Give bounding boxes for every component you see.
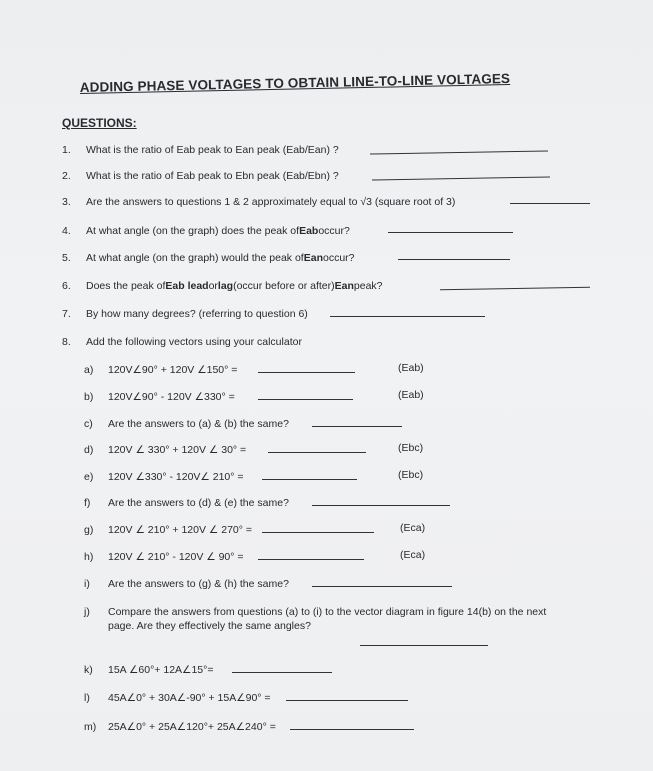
question-text: or: [208, 280, 218, 292]
question-text: What is the ratio of Eab peak to Ean peak (Eab/Ean) ?: [86, 144, 339, 156]
questions-heading: QUESTIONS:: [62, 116, 137, 130]
subquestion-text: Compare the answers from questions (a) to (i) to the vector diagram in figure 14(b) on the next: [108, 606, 547, 618]
subquestion-e: [84, 471, 244, 483]
question-text: At what angle (on the graph) does the peak of: [86, 225, 300, 237]
subquestion-k: [84, 664, 213, 676]
answer-blank[interactable]: [258, 399, 353, 400]
subquestion-b: [84, 391, 235, 403]
subquestion-label: c): [84, 418, 93, 430]
subquestion-text: 45A∠0° + 30A∠-90° + 15A∠90° =: [108, 692, 271, 704]
subquestion-text: 120V ∠ 210° + 120V ∠ 270° =: [108, 524, 252, 536]
answer-blank[interactable]: [262, 532, 374, 533]
subquestion-g: [84, 524, 252, 536]
answer-blank[interactable]: [510, 203, 590, 204]
subquestion-f: [84, 497, 289, 509]
question-number: 3.: [62, 196, 71, 208]
answer-blank[interactable]: [268, 452, 366, 453]
question-text: Add the following vectors using your calculator: [86, 336, 302, 348]
question-3: [62, 196, 455, 208]
question-1: [62, 144, 339, 156]
question-number: 2.: [62, 170, 71, 182]
subquestion-label: g): [84, 524, 94, 536]
question-number: 4.: [62, 225, 71, 237]
subquestion-text: 120V∠90° - 120V ∠330° =: [108, 391, 235, 403]
answer-blank[interactable]: [290, 729, 414, 730]
question-text: peak?: [353, 280, 383, 292]
subquestion-c: [84, 418, 289, 430]
subquestion-label: i): [84, 578, 90, 590]
answer-blank[interactable]: [258, 372, 355, 373]
question-number: 7.: [62, 308, 71, 320]
answer-blank[interactable]: [370, 150, 548, 154]
answer-blank[interactable]: [440, 287, 590, 291]
answer-blank[interactable]: [312, 586, 452, 587]
subquestion-m: [84, 721, 276, 733]
question-text-bold: Eab: [299, 225, 319, 237]
subquestion-text: 120V ∠ 330° + 120V ∠ 30° =: [108, 444, 247, 456]
answer-blank[interactable]: [262, 479, 357, 480]
subquestion-text: Are the answers to (d) & (e) the same?: [108, 497, 289, 509]
answer-blank[interactable]: [312, 505, 450, 506]
subquestion-label: k): [84, 664, 93, 676]
subquestion-text: 25A∠0° + 25A∠120°+ 25A∠240° =: [108, 721, 276, 733]
question-text: occur?: [323, 252, 355, 264]
subquestion-label: a): [84, 364, 94, 376]
result-tag: (Eca): [400, 522, 426, 534]
question-text: (occur before or after): [233, 280, 335, 292]
subquestion-label: f): [84, 497, 91, 509]
question-4: [62, 225, 350, 237]
answer-blank[interactable]: [232, 672, 332, 673]
subquestion-text: Are the answers to (g) & (h) the same?: [108, 578, 289, 590]
answer-blank[interactable]: [330, 316, 485, 317]
subquestion-label: j): [84, 606, 90, 618]
question-number: 6.: [62, 280, 71, 292]
subquestion-label: b): [84, 391, 94, 403]
question-2: [62, 170, 339, 182]
question-text: Does the peak of: [86, 280, 166, 292]
subquestion-label: d): [84, 444, 94, 456]
question-text: What is the ratio of Eab peak to Ebn peak (Eab/Ebn) ?: [86, 170, 339, 182]
answer-blank[interactable]: [258, 559, 364, 560]
subquestion-i: [84, 578, 289, 590]
subquestion-text: page. Are they effectively the same angles?: [108, 620, 311, 632]
question-text-bold: lag: [217, 280, 234, 292]
question-5: [62, 252, 355, 264]
subquestion-label: m): [84, 721, 97, 733]
answer-blank[interactable]: [312, 426, 402, 427]
answer-blank[interactable]: [360, 645, 488, 646]
subquestion-a: [84, 364, 237, 376]
subquestion-text: 15A ∠60°+ 12A∠15°=: [108, 664, 214, 676]
answer-blank[interactable]: [286, 700, 408, 701]
subquestion-text: 120V ∠330° - 120V∠ 210° =: [108, 471, 244, 483]
question-number: 5.: [62, 252, 71, 264]
question-8: [62, 336, 302, 348]
result-tag: (Eca): [400, 549, 426, 561]
result-tag: (Eab): [398, 362, 424, 374]
question-number: 1.: [62, 144, 71, 156]
question-text: occur?: [318, 225, 350, 237]
subquestion-j: [84, 606, 546, 618]
subquestion-l: [84, 692, 271, 704]
result-tag: (Ebc): [398, 469, 424, 481]
question-6: [62, 280, 383, 292]
subquestion-text: 120V ∠ 210° - 120V ∠ 90° =: [108, 551, 244, 563]
question-text-bold: Eab lead: [165, 280, 209, 292]
subquestion-h: [84, 551, 244, 563]
subquestion-d: [84, 444, 246, 456]
result-tag: (Ebc): [398, 442, 424, 454]
question-7: [62, 308, 308, 320]
question-number: 8.: [62, 336, 71, 348]
subquestion-j-continued: [108, 620, 311, 632]
subquestion-text: Are the answers to (a) & (b) the same?: [108, 418, 289, 430]
question-text: At what angle (on the graph) would the peak of: [86, 252, 304, 264]
question-text: Are the answers to questions 1 & 2 approximately equal to √3 (square root of 3): [86, 196, 456, 208]
answer-blank[interactable]: [398, 259, 510, 260]
question-text: By how many degrees? (referring to question 6): [86, 308, 308, 320]
answer-blank[interactable]: [372, 176, 550, 180]
question-text-bold: Ean: [303, 252, 323, 264]
answer-blank[interactable]: [388, 232, 513, 233]
subquestion-label: e): [84, 471, 94, 483]
subquestion-label: h): [84, 551, 94, 563]
subquestion-text: 120V∠90° + 120V ∠150° =: [108, 364, 238, 376]
worksheet-title: ADDING PHASE VOLTAGES TO OBTAIN LINE-TO-LINE VOLTAGES: [79, 70, 511, 95]
subquestion-label: l): [84, 692, 90, 704]
result-tag: (Eab): [398, 389, 424, 401]
question-text-bold: Ean: [334, 280, 354, 292]
